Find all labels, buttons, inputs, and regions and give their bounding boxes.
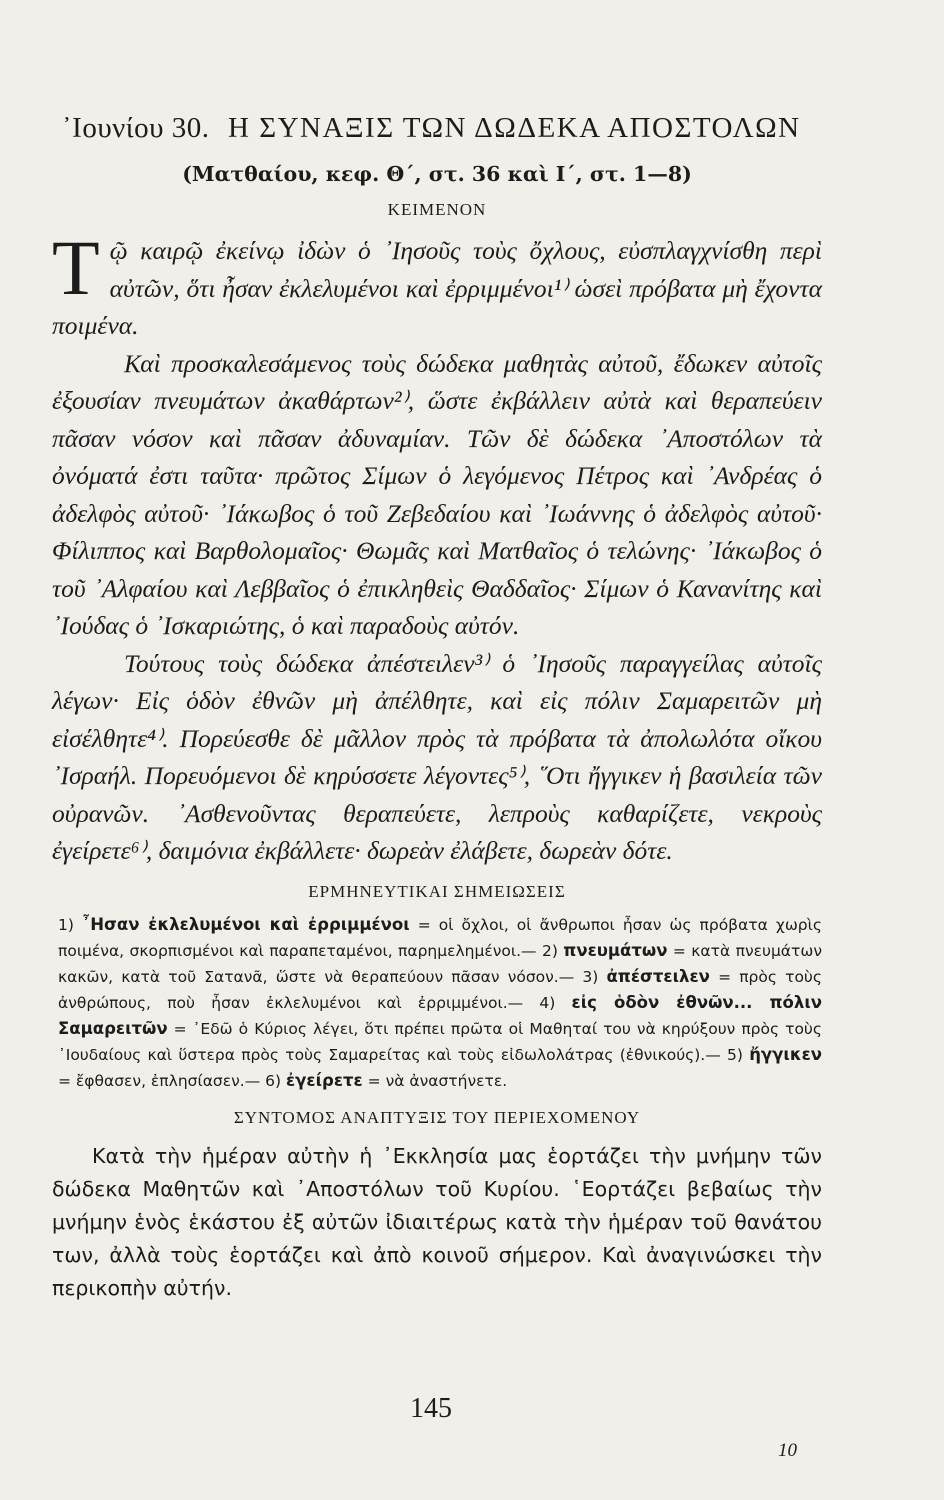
page-header [52, 112, 822, 152]
note-3-term: ἀπέστειλεν [606, 966, 710, 986]
note-2-text: = κατὰ πνευμάτων κακῶν, κατὰ τοῦ Σατανᾶ, ὥστε νὰ θεραπεύουν πᾶσαν νόσον.— 3) [58, 941, 822, 986]
drop-cap: Τ [52, 224, 100, 311]
interpretive-notes [52, 912, 822, 1094]
note-1-text: = οἱ ὄχλοι, οἱ ἄνθρωποι ἦσαν ὡς πρόβατα χωρὶς ποιμένα, σκορπισμένοι καὶ παραπεταμένοι, παρημελημένοι.— 2) [58, 915, 822, 960]
scripture-reference: (Ματθαίου, κεφ. Θ΄, στ. 36 καὶ Ι΄, στ. 1—8) [182, 162, 692, 186]
page-number: 145 [410, 1393, 452, 1424]
note-6-term: ἐγείρετε [285, 1070, 363, 1090]
note-5-term: ἤγγικεν [749, 1044, 822, 1064]
note-6-text: = νὰ ἀναστήνετε. [362, 1071, 508, 1090]
note-1-number: 1) [58, 915, 82, 934]
scripture-paragraph-3: Τούτους τοὺς δώδεκα ἀπέστειλεν³⁾ ὁ ᾽Ιησοῦς παραγγείλας αὐτοῖς λέγων· Εἰς ὁδὸν ἐθνῶν μὴ ἀπέλθητε, καὶ εἰς πόλιν Σαμαρειτῶν μὴ εἰσέλθητε⁴⁾. Πορεύεσθε δὲ μᾶλλον πρὸς τὰ πρόβατα τὰ ἀπολωλότα οἴκου ᾽Ισραήλ. Πορευόμενοι δὲ κηρύσσετε λέγοντες⁵⁾, ῞Οτι ἤγγικεν ἡ βασιλεία τῶν οὐρανῶν. ᾽Ασθενοῦντας θεραπεύετε, λεπροὺς καθαρίζετε, νεκροὺς ἐγείρετε⁶⁾, δαιμόνια ἐκβάλλετε· δωρεὰν ἐλάβετε, δωρεὰν δότε. [52, 648, 822, 865]
note-4-term: εἰς ὁδὸν ἐθνῶν... πόλιν Σαμαρειτῶν [58, 992, 823, 1038]
scripture-paragraph-1-text: ῷ καιρῷ ἐκείνῳ ἰδὼν ὁ ᾽Ιησοῦς τοὺς ὄχλους, εὐσπλαγχνίσθη περὶ αὐτῶν, ὅτι ἦσαν ἐκλελυμένοι καὶ ἐρριμμένοι¹⁾ ὡσεὶ πρόβατα μὴ ἔχοντα ποιμένα. [52, 236, 822, 340]
note-2-term: πνευμάτων [563, 940, 668, 960]
date-label: ᾽Ιουνίου 30. [62, 112, 210, 144]
scripture-paragraph-2: Καὶ προσκαλεσάμενος τοὺς δώδεκα μαθητὰς αὐτοῦ, ἔδωκεν αὐτοῖς ἐξουσίαν πνευμάτων ἀκαθάρτων²⁾, ὥστε ἐκβάλλειν αὐτὰ καὶ θεραπεύειν πᾶσαν νόσον καὶ πᾶσαν ἀδυναμίαν. Τῶν δὲ δώδεκα ᾽Αποστόλων τὰ ὀνόματά ἐστι ταῦτα· πρῶτος Σίμων ὁ λεγόμενος Πέτρος καὶ ᾽Ανδρέας ὁ ἀδελφὸς αὐτοῦ· ᾽Ιάκωβος ὁ τοῦ Ζεβεδαίου καὶ ᾽Ιωάννης ὁ ἀδελφὸς αὐτοῦ· Φίλιππος καὶ Βαρθολομαῖος· Θωμᾶς καὶ Ματθαῖος ὁ τελώνης· ᾽Ιάκωβος ὁ τοῦ ᾽Αλφαίου καὶ Λεββαῖος ὁ ἐπικληθεὶς Θαδδαῖος· Σίμων ὁ Κανανίτης καὶ ᾽Ιούδας ὁ ᾽Ισκαριώτης, ὁ καὶ παραδοὺς αὐτόν. [52, 348, 822, 640]
page-content [52, 112, 822, 1305]
note-4-text: = ᾿Εδῶ ὁ Κύριος λέγει, ὅτι πρέπει πρῶτα οἱ Μαθηταί του νὰ κηρύξουν πρὸς τοὺς ᾽Ιουδαίους καὶ ὕστερα πρὸς τοὺς Σαμαρείτας καὶ τοὺς εἰδωλολάτρας (ἐθνικούς).— 5) [58, 1019, 822, 1064]
scripture-text [52, 224, 822, 870]
text-section-label: ΚΕΙΜΕΝΟΝ [387, 200, 487, 219]
summary-section-label: ΣΥΝΤΟΜΟΣ ΑΝΑΠΤΥΞΙΣ ΤΟΥ ΠΕΡΙΕΧΟΜΕΝΟΥ [233, 1107, 641, 1127]
note-5-text: = ἔφθασεν, ἐπλησίασεν.— 6) [58, 1071, 286, 1090]
summary-text: Κατὰ τὴν ἡμέραν αὐτὴν ἡ ᾽Εκκλησία μας ἑορτάζει τὴν μνήμην τῶν δώδεκα Μαθητῶν καὶ ᾽Αποστόλων τοῦ Κυρίου. ῾Εορτάζει βεβαίως τὴν μνήμην ἑνὸς ἑκάστου ἐξ αὐτῶν ἰδιαιτέρως κατὰ τὴν ἡμέραν τοῦ θανάτου των, ἀλλὰ τοὺς ἑορτάζει καὶ ἀπὸ κοινοῦ σήμερον. Καὶ ἀναγινώσκει τὴν περικοπὴν αὐτήν. [52, 1143, 822, 1300]
note-3-text: = πρὸς τοὺς ἀνθρώπους, ποὺ ἦσαν ἐκλελυμένοι καὶ ἐρριμμένοι.— 4) [58, 967, 822, 1012]
note-1-term: ῏Ησαν ἐκλελυμένοι καὶ ἐρριμμένοι [81, 914, 410, 934]
page-title: Η ΣΥΝΑΞΙΣ ΤΩΝ ΔΩΔΕΚΑ ΑΠΟΣΤΟΛΩΝ [228, 112, 801, 144]
notes-section-label: ΕΡΜΗΝΕΥΤΙΚΑΙ ΣΗΜΕΙΩΣΕΙΣ [308, 881, 566, 901]
scripture-paragraph-1 [52, 224, 822, 345]
signature-mark: 10 [778, 1440, 797, 1461]
